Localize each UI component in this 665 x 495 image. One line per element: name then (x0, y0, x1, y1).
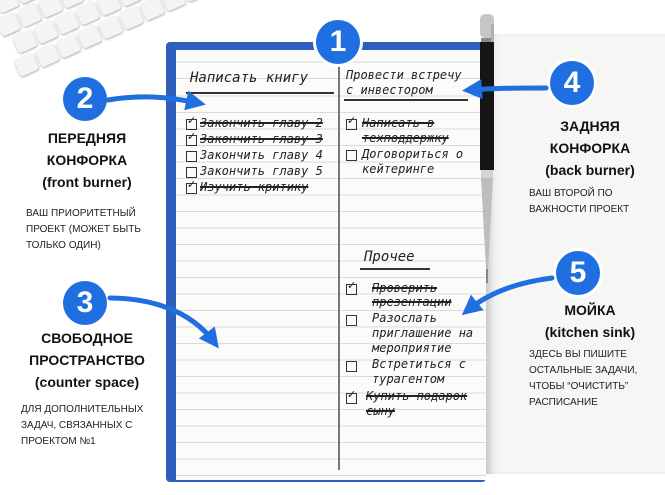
task-item: Закончить главу 3 (200, 132, 323, 146)
task-item-continued: кейтеринге (362, 162, 435, 176)
check-mark-icon: ✓ (187, 130, 197, 143)
task-item-continued: приглашение на (372, 326, 474, 340)
arrow-front-burner (108, 97, 198, 103)
task-item: Написать в (362, 116, 435, 130)
badge-1: 1 (316, 20, 360, 64)
badge-2: 2 (63, 77, 107, 121)
kitchen-sink-description: ЗДЕСЬ ВЫ ПИШИТЕ ОСТАЛЬНЫЕ ЗАДАЧИ, ЧТОБЫ “ОЧИСТИТЬ” РАСПИСАНИЕ (529, 349, 638, 408)
badge-5: 5 (556, 251, 600, 295)
misc-heading: Прочее (364, 249, 415, 265)
back-burner-heading-line2: с инвестором (346, 83, 433, 97)
back-burner-title: ЗАДНЯЯ КОНФОРКА (back burner) (545, 118, 635, 178)
task-item: Закончить главу 2 (200, 116, 323, 130)
kitchen-sink-title: МОЙКА (kitchen sink) (544, 302, 636, 340)
front-burner-title: ПЕРЕДНЯЯ КОНФОРКА (front burner) (42, 130, 132, 190)
task-item: Встретиться с (372, 357, 466, 371)
task-item: Изучить критику (200, 180, 309, 194)
check-mark-icon: ✓ (347, 388, 357, 401)
task-item: Закончить главу 4 (200, 148, 323, 162)
task-item-continued: мероприятие (372, 341, 452, 355)
counter-space-title: СВОБОДНОЕ ПРОСТРАНСТВО (counter space) (29, 330, 145, 390)
task-item: Договориться о (362, 147, 464, 161)
task-item: Закончить главу 5 (200, 164, 323, 178)
task-item-continued: сыну (366, 404, 395, 418)
check-mark-icon: ✓ (347, 279, 357, 292)
task-item-continued: турагентом (372, 372, 445, 386)
front-burner-heading: Написать книгу (190, 70, 309, 86)
task-item-continued: техподдержку (362, 131, 449, 145)
badge-4: 4 (550, 61, 594, 105)
task-item: Разослать (372, 311, 438, 325)
arrow-back-burner (470, 88, 546, 90)
counter-space-description: ДЛЯ ДОПОЛНИТЕЛЬНЫХ ЗАДАЧ, СВЯЗАННЫХ С ПРОЕКТОМ №1 (21, 404, 144, 447)
back-burner-description: ВАШ ВТОРОЙ ПО ВАЖНОСТИ ПРОЕКТ (529, 188, 630, 215)
task-item: Проверить (372, 281, 438, 295)
task-item: Купить подарок (366, 389, 468, 403)
back-burner-heading-line1: Провести встречу (346, 68, 462, 82)
task-item-continued: презентации (372, 295, 452, 309)
front-burner-description: ВАШ ПРИОРИТЕТНЫЙ ПРОЕКТ (МОЖЕТ БЫТЬ ТОЛЬКО ОДИН) (26, 208, 141, 251)
check-mark-icon: ✓ (187, 114, 197, 127)
check-mark-icon: ✓ (347, 114, 357, 127)
badge-3: 3 (63, 281, 107, 325)
check-mark-icon: ✓ (187, 178, 197, 191)
